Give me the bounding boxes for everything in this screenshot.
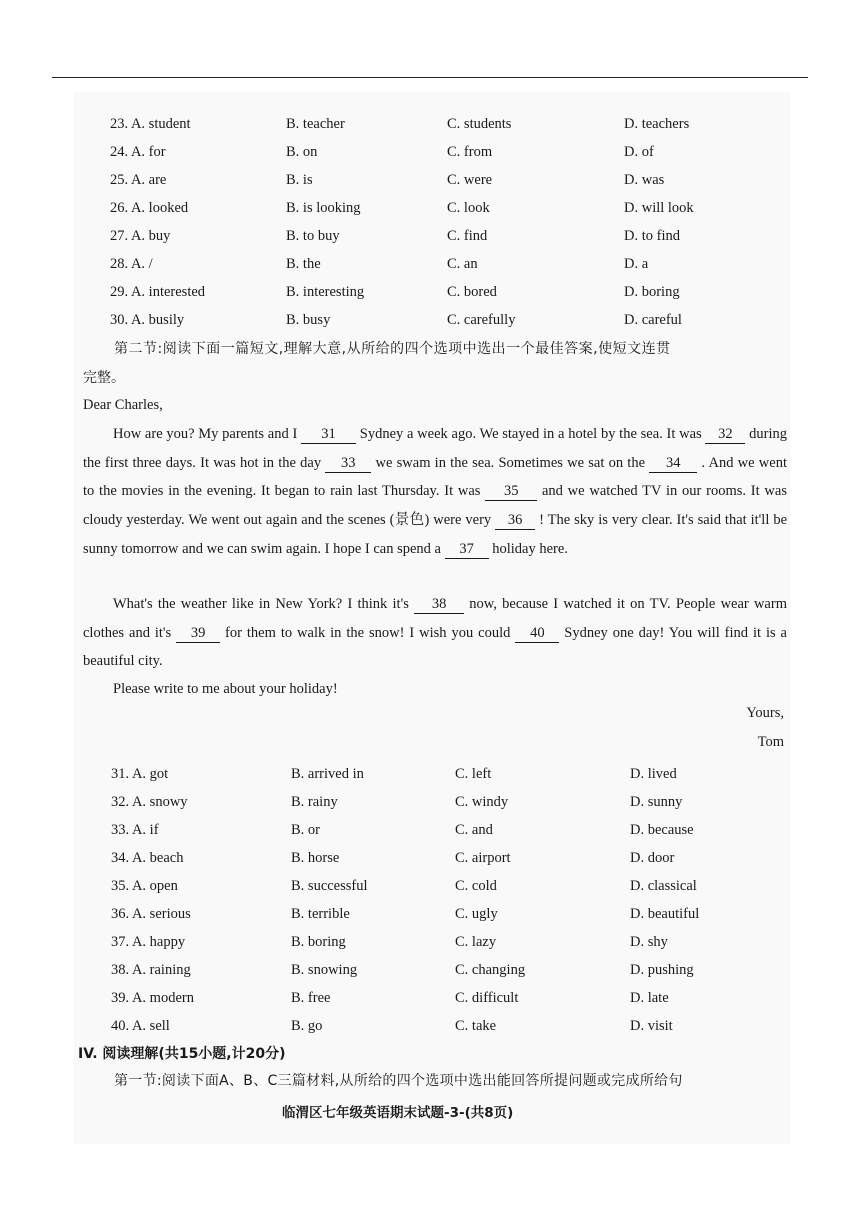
blank-32: 32 — [705, 425, 745, 444]
blank-36: 36 — [495, 511, 535, 530]
option-c: C. students — [447, 115, 512, 132]
option-c: C. changing — [455, 961, 526, 978]
option-d: D. careful — [624, 311, 682, 328]
option-a: 23. A. student — [110, 115, 191, 132]
text: Sydney a week ago. We stayed in a hotel by the sea. It was — [356, 426, 706, 442]
option-row — [111, 928, 811, 956]
option-b: B. the — [286, 255, 321, 272]
option-b: B. teacher — [286, 115, 345, 132]
option-row — [111, 816, 811, 844]
option-b: B. boring — [291, 933, 346, 950]
option-d: D. because — [630, 821, 694, 838]
option-c: C. and — [455, 821, 493, 838]
top-rule — [52, 77, 808, 78]
option-row — [111, 760, 811, 788]
option-row — [111, 984, 811, 1012]
blank-34: 34 — [649, 454, 697, 473]
blank-39: 39 — [176, 624, 220, 643]
option-a: 33. A. if — [111, 821, 159, 838]
option-a: 24. A. for — [110, 143, 166, 160]
option-c: C. ugly — [455, 905, 498, 922]
letter-paragraph-1 — [83, 420, 787, 564]
page-footer: 临渭区七年级英语期末试题-3-(共8页) — [282, 1105, 514, 1121]
option-a: 27. A. buy — [110, 227, 171, 244]
text: we swam in the sea. Sometimes we sat on the — [371, 454, 650, 471]
option-b: B. is — [286, 171, 313, 188]
option-d: D. pushing — [630, 961, 694, 978]
option-row — [110, 250, 810, 278]
text: now, because I watched it on TV. People wear warm clothes and it's — [83, 596, 787, 641]
blank-35: 35 — [485, 482, 537, 501]
option-d: D. was — [624, 171, 665, 188]
option-b: B. horse — [291, 849, 340, 866]
option-d: D. door — [630, 849, 675, 866]
option-c: C. from — [447, 143, 493, 160]
text: Sydney one day! You will find it is a beautiful city. — [83, 624, 787, 670]
section4-instruction: 第一节:阅读下面A、B、C三篇材料,从所给的四个选项中选出能回答所提问题或完成所给句 — [114, 1073, 683, 1089]
text: holiday here. — [488, 540, 568, 557]
option-d: D. beautiful — [630, 905, 700, 922]
text: for them to walk in the snow! I wish you could — [220, 624, 516, 641]
letter-paragraph-2 — [83, 590, 787, 676]
option-b: B. free — [291, 989, 331, 1006]
option-d: D. to find — [624, 227, 680, 244]
options-31-40 — [111, 760, 811, 1040]
option-d: D. boring — [624, 283, 680, 300]
blank-40: 40 — [515, 624, 559, 643]
section2-instruction-line2: 完整。 — [83, 370, 125, 386]
option-d: D. sunny — [630, 793, 683, 810]
option-row — [111, 1012, 811, 1040]
option-c: C. airport — [455, 849, 511, 866]
option-c: C. left — [455, 765, 492, 782]
blank-38: 38 — [414, 595, 464, 614]
options-23-30 — [110, 110, 810, 334]
text: What's the weather like in New York? I think it's — [113, 596, 415, 612]
option-b: B. go — [291, 1017, 323, 1034]
option-b: B. is looking — [286, 199, 361, 216]
option-row — [111, 872, 811, 900]
option-d: D. will look — [624, 199, 694, 216]
option-a: 31. A. got — [111, 765, 169, 782]
option-d: D. a — [624, 255, 649, 272]
option-b: B. or — [291, 821, 320, 838]
option-b: B. on — [286, 143, 318, 160]
letter-paragraph-3: Please write to me about your holiday! — [113, 681, 338, 697]
option-a: 36. A. serious — [111, 905, 191, 922]
option-row — [110, 222, 810, 250]
option-b: B. busy — [286, 311, 331, 328]
text: . And we went to the movies in the evening. It began to rain last Thursday. It was — [83, 454, 787, 500]
blank-31: 31 — [301, 425, 356, 444]
option-a: 28. A. / — [110, 255, 153, 272]
option-row — [111, 900, 811, 928]
option-row — [110, 306, 810, 334]
option-a: 25. A. are — [110, 171, 167, 188]
option-row — [110, 110, 810, 138]
option-a: 30. A. busily — [110, 311, 185, 328]
option-b: B. arrived in — [291, 765, 364, 782]
option-c: C. carefully — [447, 311, 516, 328]
option-d: D. teachers — [624, 115, 690, 132]
option-a: 37. A. happy — [111, 933, 186, 950]
option-row — [110, 138, 810, 166]
option-row — [111, 956, 811, 984]
section4-title: IV. 阅读理解(共15小题,计20分) — [78, 1046, 286, 1062]
blank-33: 33 — [325, 454, 371, 473]
option-b: B. interesting — [286, 283, 365, 300]
letter-closing: Yours, — [746, 705, 784, 721]
text: during the first three days. It was hot in the day — [83, 426, 788, 471]
option-b: B. to buy — [286, 227, 340, 244]
blank-37: 37 — [445, 540, 489, 559]
option-a: 39. A. modern — [111, 989, 194, 1006]
option-d: D. shy — [630, 933, 668, 950]
option-b: B. successful — [291, 877, 368, 894]
option-b: B. rainy — [291, 793, 338, 810]
option-a: 35. A. open — [111, 877, 178, 894]
option-d: D. classical — [630, 877, 697, 894]
option-row — [110, 166, 810, 194]
option-row — [110, 194, 810, 222]
option-b: B. snowing — [291, 961, 358, 978]
option-c: C. lazy — [455, 933, 497, 950]
option-c: C. difficult — [455, 989, 519, 1006]
option-a: 26. A. looked — [110, 199, 189, 216]
option-c: C. cold — [455, 877, 497, 894]
option-c: C. find — [447, 227, 488, 244]
option-a: 40. A. sell — [111, 1017, 170, 1034]
option-c: C. an — [447, 255, 478, 272]
section2-instruction-line1: 第二节:阅读下面一篇短文,理解大意,从所给的四个选项中选出一个最佳答案,使短文连贯 — [114, 341, 671, 357]
option-a: 38. A. raining — [111, 961, 191, 978]
text: ! The sky is very clear. It's said that it'll be sunny tomorrow and we can swim again. I hope I can spend a — [83, 512, 788, 557]
option-a: 34. A. beach — [111, 849, 184, 866]
option-d: D. visit — [630, 1017, 673, 1034]
option-d: D. of — [624, 143, 654, 160]
option-d: D. lived — [630, 765, 677, 782]
option-c: C. take — [455, 1017, 497, 1034]
option-c: C. were — [447, 171, 493, 188]
letter-salutation: Dear Charles, — [83, 397, 163, 413]
option-row — [110, 278, 810, 306]
option-b: B. terrible — [291, 905, 350, 922]
option-c: C. look — [447, 199, 490, 216]
option-a: 29. A. interested — [110, 283, 206, 300]
text: and we watched TV in our rooms. It was cloudy yesterday. We went out again and the scenes (景色) were very — [83, 483, 787, 529]
option-c: C. windy — [455, 793, 509, 810]
option-row — [111, 844, 811, 872]
option-d: D. late — [630, 989, 669, 1006]
option-a: 32. A. snowy — [111, 793, 188, 810]
text: How are you? My parents and I — [113, 426, 302, 442]
option-c: C. bored — [447, 283, 497, 300]
letter-signature: Tom — [757, 734, 784, 750]
option-row — [111, 788, 811, 816]
